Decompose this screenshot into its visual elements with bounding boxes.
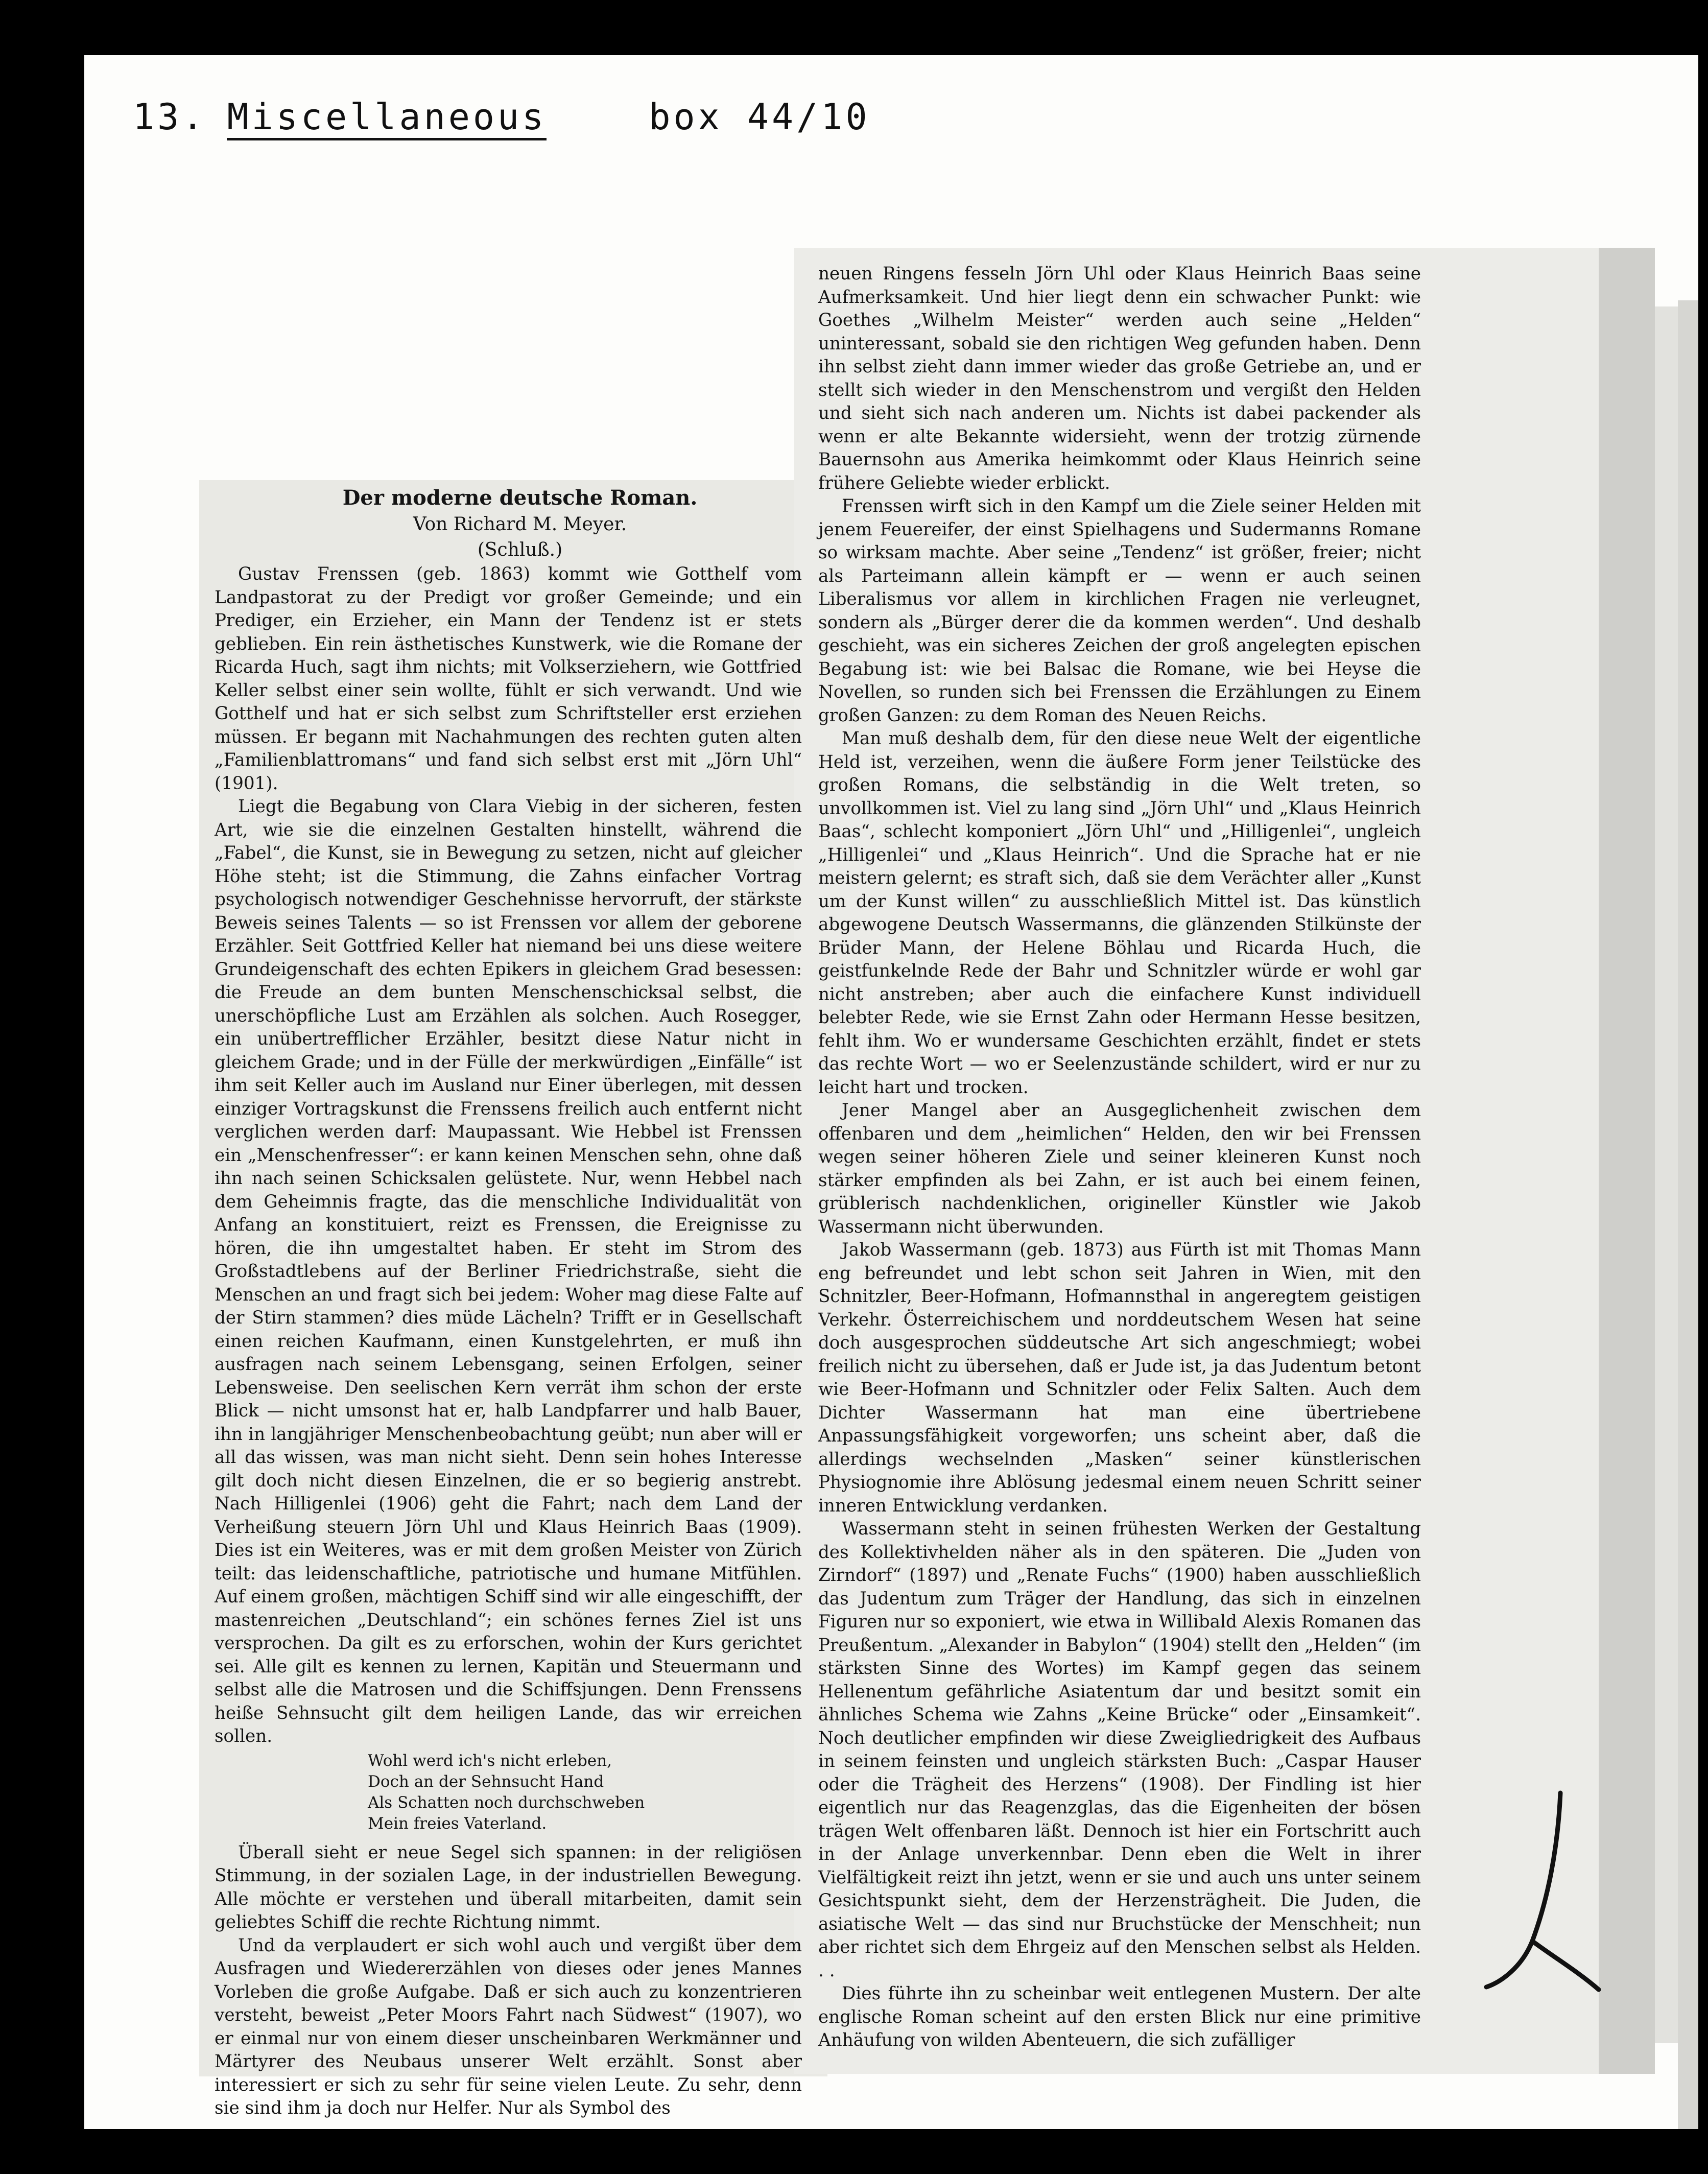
verse-quote xyxy=(368,1751,802,1834)
article-title: Der moderne deutsche Roman. xyxy=(342,486,698,510)
clipping-shadow xyxy=(1599,248,1655,2074)
verse-line: Als Schatten noch durchschweben xyxy=(368,1793,645,1812)
paragraph: Frenssen wirft sich in den Kampf um die Ziele seiner Helden mit jenem Feuereifer, der einst Spielhagens und Sudermanns Romane so wirksam machte. Aber seine „Tendenz“ ist größer, freier; nicht als Parteimann allein kämpft er — wenn er auch seinen Liberalismus vor allem in kirchlichen Fragen nie verleugnet, sondern als „Bürger derer die da kommen werden“. Und deshalb geschieht, was ein sicheres Zeichen der groß angelegten epischen Begabung ist: wie bei Balsac die Romane, wie bei Heyse die Novellen, so runden sich bei Frenssen die Erzählungen zu Einem großen Ganzen: zu dem Roman des Neuen Reichs. xyxy=(818,496,1421,726)
paragraph: Liegt die Begabung von Clara Viebig in der sicheren, festen Art, wie sie die einzelnen Gestalten hinstellt, während die „Fabel“, die Kunst, sie in Bewegung zu setzen, nicht auf gleicher Höhe steht; ist die Stimmung, die Zahns einfacher Vortrag psychologisch notwendiger Geschehnisse hervorruft, der stärkste Beweis seines Talents — so ist Frenssen vor allem der geborene Erzähler. Seit Gottfried Keller hat niemand bei uns diese weitere Grundeigenschaft des echten Epikers in gleichem Grad besessen: die Freude an dem bunten Menschenschicksal selbst, die unerschöpfliche Lust am Erzählen als solchen. Auch Rosegger, ein unübertrefflicher Erzähler, besitzt diese Natur nicht in gleichem Grade; und in der Fülle der merkwürdigen „Einfälle“ ist ihm seit Keller auch im Ausland nur Einer überlegen, mit dessen einziger Vortragskunst die Frenssens freilich auch entfernt nicht verglichen werden darf: Maupassant. Wie Hebbel ist Frenssen ein „Menschenfresser“: er kann keinen Menschen sehn, ohne daß ihn nach seinen Schicksalen gelüstete. Nur, wenn Hebbel nach dem Geheimnis fragte, das die menschliche Individualität von Anfang an konstituiert, reizt es Frenssen, die Ereignisse zu hören, die ihn umgestaltet haben. Er steht im Strom des Großstadtlebens auf der Berliner Friedrichstraße, sieht die Menschen an und fragt sich bei jedem: Woher mag diese Falte auf der Stirn stammen? dies müde Lächeln? Trifft er in Gesellschaft einen reichen Kaufmann, einen Kunstgelehrten, er muß ihn ausfragen nach seinem Lebensgang, seinen Erfolgen, seiner Lebensweise. Den seelischen Kern verrät ihm schon der erste Blick — nicht umsonst hat er, halb Landpfarrer und halb Bauer, ihn in langjähriger Menschenbeobachtung geübt; nun aber will er all das wissen, was man nicht sieht. Denn sein hohes Interesse gilt doch nicht diesen Einzelnen, die er so begierig anstrebt. Nach Hilligenlei (1906) geht die Fahrt; nach dem Land der Verheißung steuern Jörn Uhl und Klaus Heinrich Baas (1909). Dies ist ein Weiteres, was er mit dem großen Meister von Zürich teilt: das leidenschaftliche, patriotische und humane Mitfühlen. Auf einem großen, mächtigen Schiff sind wir alle eingeschifft, der mastenreichen „Deutschland“; ein schönes fernes Ziel ist uns versprochen. Da gilt es zu erforschen, wohin der Kurs gerichtet sei. Alle gilt es kennen zu lernen, Kapitän und Steuermann und selbst alle die Matrosen und die Schiffsjungen. Denn Frenssens heiße Sehnsucht gilt dem heiligen Lande, das wir erreichen sollen. xyxy=(215,796,802,1746)
paragraph: neuen Ringens fesseln Jörn Uhl oder Klaus Heinrich Baas seine Aufmerksamkeit. Und hier liegt denn ein schwacher Punkt: wie Goethes „Wilhelm Meister“ werden auch seine „Helden“ uninteressant, sobald sie den richtigen Weg gefunden haben. Denn ihn selbst zieht dann immer wieder das große Getriebe an, und er stellt sich wieder in den Menschenstrom und vergißt den Helden und sieht sich nach anderen um. Nichts ist dabei packender als wenn er alte Bekannte widersieht, wenn der trotzig zürnende Bauernsohn aus Amerika heimkommt oder Klaus Heinrich seine frühere Geliebte wieder erblickt. xyxy=(818,264,1421,493)
paragraph: Dies führte ihn zu scheinbar weit entlegenen Mustern. Der alte englische Roman scheint auf den ersten Blick nur eine primitive Anhäufung von wilden Abenteuern, die sich zufälliger xyxy=(818,1983,1421,2050)
paragraph: Und da verplaudert er sich wohl auch und vergißt über dem Ausfragen und Wiedererzählen von dieses oder jenes Mannes Vorleben die große Aufgabe. Daß er sich auch zu konzentrieren versteht, beweist „Peter Moors Fahrt nach Südwest“ (1907), wo er einmal nur von einem dieser unscheinbaren Werkmänner und Märtyrer des Neubaus unserer Welt erzählt. Sonst aber interessiert er sich zu sehr für seine vielen Leute. Zu sehr, denn sie sind ihm ja doch nur Helfer. Nur als Symbol des xyxy=(215,1935,802,2118)
handwritten-mark xyxy=(1471,1788,1604,1997)
archive-box-label: box 44/10 xyxy=(649,96,870,138)
article-byline: Von Richard M. Meyer. xyxy=(413,514,627,535)
sheet-edge xyxy=(1678,300,1698,2129)
article-right-column xyxy=(818,263,1421,2052)
archive-number: 13. xyxy=(133,96,207,138)
clipping-shadow-edge xyxy=(1655,306,1678,2043)
paragraph: Wassermann steht in seinen frühesten Werken der Gestaltung des Kollektivhelden näher als in den späteren. Die „Juden von Zirndorf“ (1897) und „Renate Fuchs“ (1900) haben ausschließlich das Judentum zum Träger der Handlung, das sich in einzelnen Figuren nur so exponiert, wie etwa in Willibald Alexis Romanen das Preußentum. „Alexander in Babylon“ (1904) stellt den „Helden“ (im stärksten Sinne des Wortes) im Kampf gegen das seinem Hellenentum gefährliche Asiatentum dar und besitzt somit ein ähnliches Schema wie Zahns „Keine Brücke“ oder „Einsamkeit“. Noch deutlicher empfinden wir diese Zweigliedrigkeit des Aufbaus in seinem feinsten und ungleich stärksten Buch: „Caspar Hauser oder die Trägheit des Herzens“ (1908). Der Findling ist hier eigentlich nur das Reagenzglas, das die Eigenheiten der bösen trägen Welt offenbaren läßt. Dennoch ist hier ein Fortschritt auch in der Anlage unverkennbar. Denn eben die Welt in ihrer Vielfältigkeit reizt ihn jetzt, wenn er sie und auch uns unter seinem Gesichtspunkt sieht, dem der Herzensträgheit. Die Juden, die asiatische Welt — das sind nur Bruchstücke der Menschheit; nun aber richtet sich dem Ehrgeiz auf den Menschen selbst als Helden. . . xyxy=(818,1519,1421,1981)
verse-line: Doch an der Sehnsucht Hand xyxy=(368,1772,604,1791)
archive-category: Miscellaneous xyxy=(227,96,547,140)
verse-line: Wohl werd ich's nicht erleben, xyxy=(368,1751,612,1770)
archive-header xyxy=(133,96,870,138)
verse-line: Mein freies Vaterland. xyxy=(368,1814,547,1833)
paragraph: Überall sieht er neue Segel sich spannen: in der religiösen Stimmung, in der sozialen Lage, in der industriellen Bewegung. Alle möchte er verstehen und überall mitarbeiten, damit sein geliebtes Schiff die rechte Richtung nimmt. xyxy=(215,1842,802,1932)
paragraph: Gustav Frenssen (geb. 1863) kommt wie Gotthelf vom Landpastorat zu der Predigt vor großer Gemeinde; und ein Prediger, ein Erzieher, ein Mann der Tendenz ist er stets geblieben. Ein rein ästhetisches Kunstwerk, wie die Romane der Ricarda Huch, sagt ihm nichts; mit Volkserziehern, wie Gottfried Keller selbst einer sein wollte, fühlt er sich verwandt. Und wie Gotthelf und hat er sich selbst zum Schriftsteller erst erziehen müssen. Er begann mit Nachahmungen des rechten guten alten „Familienblattromans“ und fand sich selbst erst mit „Jörn Uhl“ (1901). xyxy=(215,564,802,794)
paragraph: Jakob Wassermann (geb. 1873) aus Fürth ist mit Thomas Mann eng befreundet und lebt schon seit Jahren in Wien, mit den Schnitzler, Beer-Hofmann, Hofmannsthal in angeregtem geistigen Verkehr. Österreichischem und norddeutschem Wesen hat seine doch ausgesprochen süddeutsche Art sich angeschmiegt; wobei freilich nicht zu übersehen, daß er Jude ist, ja das Judentum betont wie Beer-Hofmann und Schnitzler oder Felix Salten. Auch dem Dichter Wassermann hat man eine übertriebene Anpassungsfähigkeit vorgeworfen; uns scheint aber, daß die allerdings wechselnden „Masken“ seiner künstlerischen Physiognomie ihre Ablösung jedesmal einem neuen Schritt seiner inneren Entwicklung verdanken. xyxy=(818,1240,1421,1516)
paragraph: Man muß deshalb dem, für den diese neue Welt der eigentliche Held ist, verzeihen, wenn die äußere Form jener Teilstücke des großen Romans, die selbständig in die Welt treten, so unvollkommen ist. Viel zu lang sind „Jörn Uhl“ und „Klaus Heinrich Baas“, schlecht komponiert „Jörn Uhl“ und „Hilligenlei“, ungleich „Hilligenlei“ und „Klaus Heinrich“. Und die Sprache hat er nie meistern gelernt; es straft sich, daß sie dem Verächter aller „Kunst um der Kunst willen“ zu ausschließlich Mittel ist. Das künstlich abgewogene Deutsch Wassermanns, die glänzenden Stilkünste der Brüder Mann, der Helene Böhlau und Ricarda Huch, die geistfunkelnde Rede der Bahr und Schnitzler würde er wohl gar nicht anstreben; aber auch die einfachere Kunst individuell belebter Rede, wie sie Ernst Zahn oder Hermann Hesse besitzen, fehlt ihm. Wo er wundersame Geschichten erzählt, findet er stets das rechte Wort — wo er Seelenzustände schildert, wird er nur zu leicht hart und trocken. xyxy=(818,728,1421,1098)
paragraph: Jener Mangel aber an Ausgeglichenheit zwischen dem offenbaren und dem „heimlichen“ Helden, den wir bei Frenssen wegen seiner höheren Ziele und seiner kleineren Kunst noch stärker empfinden als bei Zahn, er ist auch bei einem feinen, grüblerisch nachdenklichen, origineller Künstler wie Jakob Wassermann nicht überwunden. xyxy=(818,1100,1421,1237)
article-part-label: (Schluß.) xyxy=(477,539,563,560)
article-left-column xyxy=(215,484,802,2120)
